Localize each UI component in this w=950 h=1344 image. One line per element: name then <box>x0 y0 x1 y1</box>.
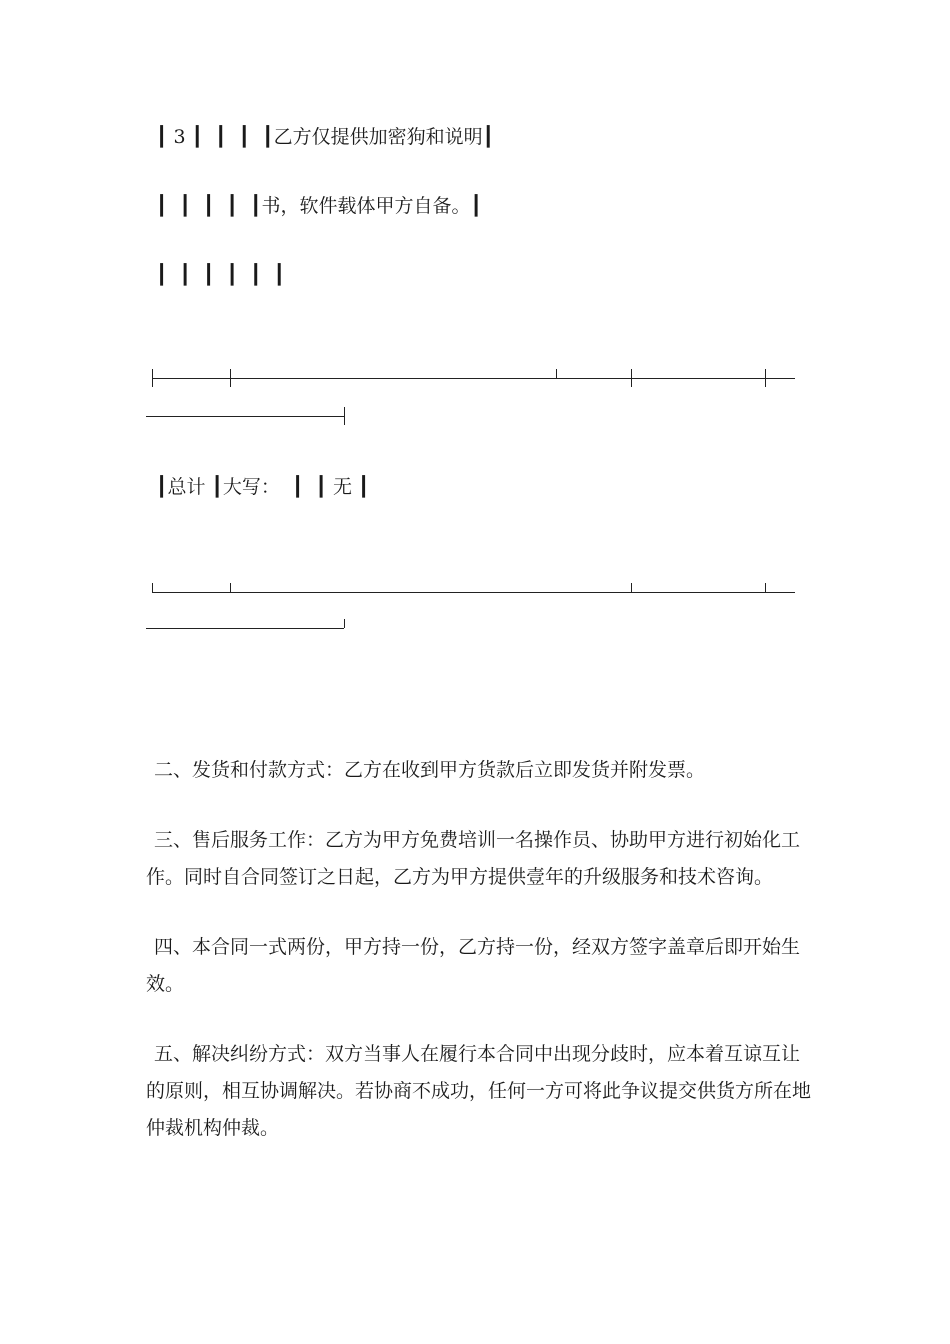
clause-3 <box>146 822 812 896</box>
clause-5 <box>146 1036 812 1147</box>
clause-5-text: 五、解决纠纷方式：双方当事人在履行本合同中出现分歧时，应本着互谅互让的原则，相互协调解决。若协商不成功，任何一方可将此争议提交供货方所在地仲裁机构仲裁。 <box>146 1043 812 1139</box>
clause-2-text: 二、发货和付款方式：乙方在收到甲方货款后立即发货并附发票。 <box>154 759 706 781</box>
table-total-row: ┃总计 ┃大写： ┃ ┃ 无 ┃ <box>156 476 370 498</box>
clause-4-text: 四、本合同一式两份，甲方持一份，乙方持一份，经双方签字盖章后即开始生效。 <box>146 936 801 995</box>
clause-4 <box>146 929 812 1003</box>
clause-3-text: 三、售后服务工作：乙方为甲方免费培训一名操作员、协助甲方进行初始化工作。同时自合同签订之日起，乙方为甲方提供壹年的升级服务和技术咨询。 <box>146 829 801 888</box>
table-row-3: ┃ 3 ┃ ┃ ┃ ┃乙方仅提供加密狗和说明┃ <box>156 126 495 148</box>
table-row-empty: ┃ ┃ ┃ ┃ ┃ ┃ <box>156 264 286 286</box>
clause-2 <box>146 752 812 789</box>
table-row-3-continuation: ┃ ┃ ┃ ┃ ┃书，软件载体甲方自备。┃ <box>156 195 482 217</box>
